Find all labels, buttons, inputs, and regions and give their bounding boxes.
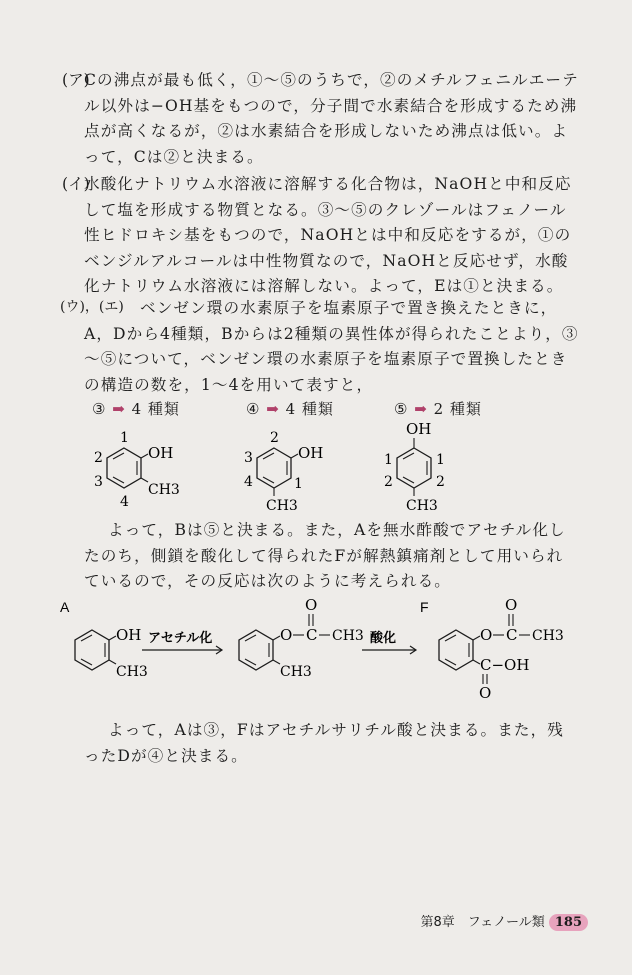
paragraph-end: [64, 718, 580, 769]
structure-4: [244, 430, 323, 514]
paragraph-u-text: ベンゼン環の水素原子を塩素原子で置き換えたときに，A，Dから4種類，Bからは2種類の異性体が得られたことより，③～⑤について，ベンゼン環の水素原子を塩素原子で置換したときの構造の数を，1～4を用いて表すと，: [84, 299, 579, 394]
carbonyl-carbon: C: [306, 626, 318, 644]
paragraph-i-text: 水酸化ナトリウム水溶液に溶解する化合物は，NaOHと中和反応して塩を形成する物質となる。③～⑤のクレゾールはフェノール性ヒドロキシ基をもつので，NaOHとは中和反応をするが，①のベンジルアルコールは中性物質なので，NaOHと反応せず，水酸化ナトリウム水溶液には溶解しない。よって，Eは①と決まる。: [84, 175, 572, 296]
chapter-title: 第8章 フェノール類: [420, 915, 545, 930]
position-2: 2: [94, 450, 103, 466]
paragraph-b-text: よって，Bは⑤と決まる。また，Aを無水酢酸でアセチル化したのち，側鎖を酸化して得られたFが解熱鎮痛剤として用いられているので，その反応は次のように考えられる。: [84, 521, 566, 591]
carboxyl-group: C−OH: [480, 656, 530, 674]
oxidation-label: 酸化: [370, 630, 397, 645]
arrow-icon: ➡: [266, 400, 280, 418]
isomer-count-text: 4 種類: [131, 400, 180, 418]
isomer-structures: [80, 420, 520, 520]
position-1-right: 1: [436, 452, 445, 468]
compound-f-structure: [439, 596, 564, 702]
acetylation-label: アセチル化: [148, 630, 213, 645]
compound-3-label: ③: [92, 400, 107, 418]
position-1: 1: [120, 430, 129, 446]
paragraph-a-label: (ア): [62, 71, 90, 89]
position-1: 1: [294, 476, 303, 492]
position-4: 4: [120, 494, 129, 510]
oh-group: OH: [298, 444, 324, 462]
oh-group: OH: [116, 626, 142, 644]
page-number: 185: [549, 914, 588, 931]
oh-group: OH: [406, 420, 432, 438]
position-2-right: 2: [436, 474, 445, 490]
paragraph-a: [64, 68, 580, 170]
position-1-left: 1: [384, 452, 393, 468]
compound-a-structure: [75, 626, 148, 680]
ch3-group: CH3: [280, 664, 312, 680]
reaction-scheme: [52, 596, 592, 708]
compound-f-label: F: [420, 599, 429, 615]
ester-oxygen: O: [480, 626, 493, 644]
paragraph-b: [64, 518, 580, 595]
intermediate-structure: [239, 596, 364, 680]
position-2-left: 2: [384, 474, 393, 490]
oh-group: OH: [148, 444, 174, 462]
position-3: 3: [244, 450, 253, 466]
paragraph-i-label: (イ): [62, 175, 90, 193]
ch3-group: CH3: [266, 498, 298, 514]
isomer-count-4: [246, 398, 334, 419]
compound-a-label: A: [60, 599, 70, 615]
ch3-group: CH3: [406, 498, 438, 514]
arrow-icon: ➡: [414, 400, 428, 418]
isomer-count-3: [92, 398, 180, 419]
compound-5-label: ⑤: [394, 400, 409, 418]
carbonyl-oxygen: O: [305, 596, 318, 614]
page-footer: [420, 911, 588, 931]
paragraph-u-label: (ウ)，(エ): [60, 299, 124, 315]
paragraph-end-text: よって，Aは③，Fはアセチルサリチル酸と決まる。また，残ったDが④と決まる。: [84, 721, 564, 765]
carboxyl-oxygen: O: [479, 684, 492, 702]
structure-3: [94, 430, 180, 510]
paragraph-u: [60, 296, 580, 398]
isomer-count-text: 4 種類: [285, 400, 334, 418]
paragraph-i: [64, 172, 580, 300]
carbonyl-oxygen: O: [505, 596, 518, 614]
compound-4-label: ④: [246, 400, 261, 418]
arrow-icon: ➡: [112, 400, 126, 418]
position-3: 3: [94, 474, 103, 490]
acetyl-ch3: CH3: [332, 628, 364, 644]
structure-5: [384, 420, 445, 514]
ester-oxygen: O: [280, 626, 293, 644]
position-4: 4: [244, 474, 253, 490]
ch3-group: CH3: [116, 664, 148, 680]
position-2: 2: [270, 430, 279, 446]
ch3-group: CH3: [148, 482, 180, 498]
carbonyl-carbon: C: [506, 626, 518, 644]
isomer-count-5: [394, 398, 482, 419]
paragraph-a-text: Cの沸点が最も低く，①～⑤のうちで，②のメチルフェニルエーテル以外は−OH基をもつので，分子間で水素結合を形成するため沸点が高くなるが，②は水素結合を形成しないため沸点は低い。よって，Cは②と決まる。: [84, 71, 579, 166]
isomer-count-text: 2 種類: [433, 400, 482, 418]
acetyl-ch3: CH3: [532, 628, 564, 644]
